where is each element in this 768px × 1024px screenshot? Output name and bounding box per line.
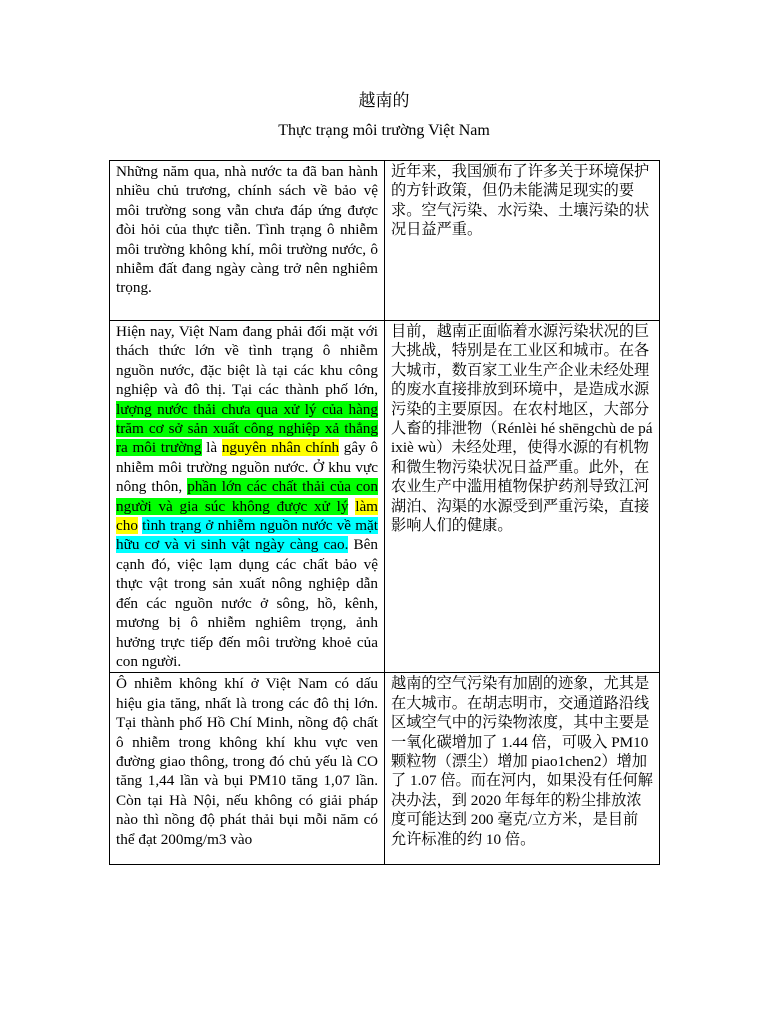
document-subtitle: Thực trạng môi trường Việt Nam <box>278 122 490 139</box>
chinese-cell <box>385 673 660 865</box>
table-row <box>110 321 660 673</box>
highlight-cyan: tình trạng ở nhiễm nguồn nước về mặt hữu cơ và vi sinh vật ngày càng cao. <box>116 517 379 554</box>
vietnamese-text: Bên cạnh đó, việc lạm dụng các chất bảo vệ thực vật trong sản xuất nông nghiệp dẫn đến các nguồn nước ở sông, hồ, kênh, mương bị ô nhiễm nghiêm trọng, ảnh hưởng trực tiếp đến môi trường khoẻ của con người. <box>116 536 378 670</box>
vietnamese-text: gây ô nhiễm môi trường nguồn nước. Ở khu vực nông thôn, <box>116 439 379 496</box>
vietnamese-text: là <box>201 439 222 457</box>
document-heading: 越南的 <box>358 91 410 110</box>
highlight-green: phần lớn các chất thải của con người và gia súc không được xử lý <box>116 478 378 515</box>
translation-table <box>109 160 660 865</box>
chinese-text: 近年来，我国颁布了许多关于环境保护的方针政策，但仍未能满足现实的要求。空气污染、水污染、土壤污染的状况日益严重。 <box>391 163 650 239</box>
vietnamese-clip <box>116 674 378 863</box>
vietnamese-text: Ô nhiễm không khí ở Việt Nam có dấu hiệu gia tăng, nhất là trong các đô thị lớn. Tại thành phố Hồ Chí Minh, nồng độ chất ô nhiễm trong không khí khu vực ven đường giao thông, trong đó chủ yếu là CO tăng 1,44 lần và bụi PM10 tăng 1,07 lần. Còn tại Hà Nội, nếu không có giải pháp nào thì nồng độ phát thải bụi mỗi năm có thể đạt 200mg/m3 vào <box>116 675 378 848</box>
highlight-yellow: nguyên nhân chính <box>221 439 340 457</box>
chinese-text: 目前，越南正面临着水源污染状况的巨大挑战，特别是在工业区和城市。在各大城市，数百家工业生产企业未经处理的废水直接排放到环境中，是造成水源污染的主要原因。在农村地区，大部分人畜的排泄物（Rénlèi hé shēngchù de páixiè wù）未经处理，使得水源的有机物和微生物污染状况日益严重。此外，在农业生产中滥用植物保护药剂导致江河湖泊、沟渠的水源受到严重污染，直接影响人们的健康。 <box>391 323 653 535</box>
table-row <box>110 673 660 865</box>
chinese-clip <box>391 674 653 863</box>
highlight-yellow: làm cho <box>116 497 378 535</box>
chinese-cell <box>385 321 660 673</box>
vietnamese-text: Hiện nay, Việt Nam đang phải đối mặt với thách thức lớn về tình trạng ô nhiễm nguồn nước, đặc biệt là tại các khu công nghiệp và đô thị. Tại các thành phố lớn, <box>116 323 378 399</box>
vietnamese-cell <box>110 673 385 865</box>
vietnamese-cell <box>110 321 385 673</box>
vietnamese-text: Những năm qua, nhà nước ta đã ban hành nhiều chủ trương, chính sách về bảo vệ môi trường song vẫn chưa đáp ứng được đòi hỏi của thực tiễn. Tình trạng ô nhiễm môi trường không khí, môi trường nước, ô nhiễm đất đang ngày càng trở nên nghiêm trọng. <box>116 163 378 297</box>
highlight-green: lượng nước thải chưa qua xử lý của hàng trăm cơ sở sản xuất công nghiệp xả thẳng ra môi trường <box>116 400 378 457</box>
chinese-text: 越南的空气污染有加剧的迹象，尤其是在大城市。在胡志明市，交通道路沿线区域空气中的污染物浓度，其中主要是一氧化碳增加了 1.44 倍，可吸入 PM10 颗粒物（漂尘）增加 piao1chen2）增加了 1.07 倍。而在河内，如果没有任何解决办法，到 2020 年每年的粉尘排放浓度可能达到 200 毫克/立方米，是目前允许标准的约 10 倍。 <box>391 675 653 848</box>
chinese-cell <box>385 161 660 321</box>
vietnamese-cell <box>110 161 385 321</box>
table-row <box>110 161 660 321</box>
